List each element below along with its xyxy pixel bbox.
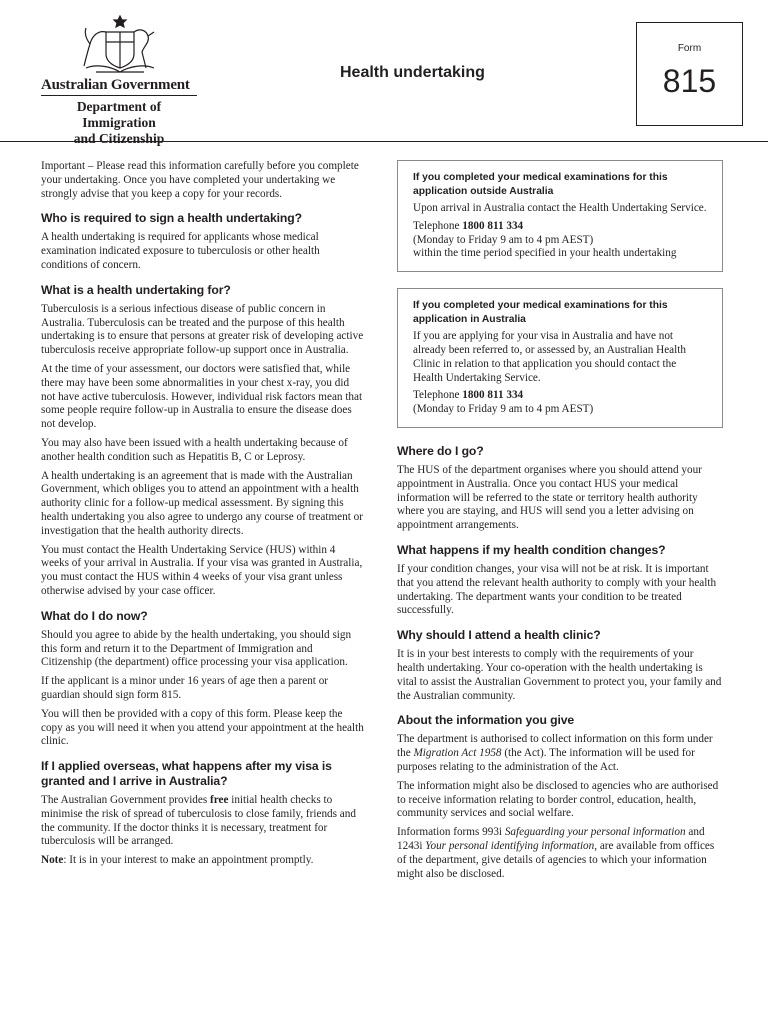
what-for-paragraph-2: At the time of your assessment, our doctors were satisfied that, while there may have been some abnormalities in your chest x-ray, you did not have active tuberculosis. However, individual risk factors mean that some people require follow-up in Australia to ensure the disease does not develop. xyxy=(41,362,363,431)
coat-of-arms-icon xyxy=(76,14,164,76)
migration-act-title: Migration Act 1958 xyxy=(413,747,502,760)
information-paragraph-2: The information might also be disclosed to agencies who are authorised to receive information relating to border control, education, health, community services and social welfare. xyxy=(397,779,719,820)
information-forms-text-b: and 1243i xyxy=(397,826,705,852)
intro-paragraph: Important – Please read this information carefully before you complete your undertaking. Once you have completed your undertaking we strongly advise that you keep a copy for your records. xyxy=(41,160,359,200)
information-forms-text-a: Information forms 993i xyxy=(397,826,505,839)
what-for-paragraph-4: A health undertaking is an agreement that is made with the Australian Government, which obliges you to attend an appointment with a health authority clinic for a follow-up medical assessment. By signing this health undertaking you also agree to undergo any course of treatment or investigation that the health authority directs. xyxy=(41,469,363,537)
what-for-paragraph-1: Tuberculosis is a serious infectious disease of public concern in Australia. Tuberculosis can be treated and the purpose of this health undertaking is to ensure that persons at greater risk of developing active tuberculosis receive appropriate follow-up support once in Australia. xyxy=(41,302,364,357)
what-now-paragraph-3: You will then be provided with a copy of this form. Please keep the copy as you will need it when you attend your appointment at the health clinic. xyxy=(41,707,364,748)
overseas-text-b: initial health checks to minimise the risk of spread of tuberculosis to close family, friends and the community. If the doctor thinks it is necessary, treatment for tuberculosis will be arranged. xyxy=(41,794,356,848)
telephone-line xyxy=(413,389,708,417)
page-header xyxy=(0,0,768,146)
telephone-label: Telephone xyxy=(413,389,463,402)
department-name xyxy=(41,99,197,147)
header-divider xyxy=(0,141,768,142)
section-heading-information: About the information you give xyxy=(397,713,575,728)
telephone-number: 1800 811 334 xyxy=(462,389,524,402)
information-paragraph-1 xyxy=(397,733,723,774)
telephone-number: 1800 811 334 xyxy=(462,219,524,232)
overseas-paragraph xyxy=(41,794,366,849)
info-box-paragraph: Upon arrival in Australia contact the Health Undertaking Service. xyxy=(413,202,707,214)
section-heading-changes: What happens if my health condition changes? xyxy=(397,542,666,557)
government-name: Australian Government xyxy=(41,77,190,93)
form-number: 815 xyxy=(662,63,717,99)
what-now-paragraph-2: If the applicant is a minor under 16 years of age then a parent or guardian should sign form 815. xyxy=(41,675,329,701)
information-paragraph-3 xyxy=(397,826,723,881)
section-heading-who: Who is required to sign a health undertaking? xyxy=(41,211,302,226)
form-1243i-title: Your personal identifying information xyxy=(425,839,595,852)
clinic-paragraph: It is in your best interests to comply with the requirements of your health undertaking. Your co-operation with the health undertaking is vital to assist the Australian Government to protect you, your family and the Australian community. xyxy=(397,648,722,702)
info-box-heading: If you completed your medical examinations for this application in Australia xyxy=(413,300,668,325)
info-box-outside-australia xyxy=(397,160,723,272)
form-label: Form xyxy=(677,43,702,54)
info-box-heading: If you completed your medical examinations for this application outside Australia xyxy=(413,172,668,197)
section-heading-what-for: What is a health undertaking for? xyxy=(41,282,231,297)
department-line-2: and Citizenship xyxy=(73,131,165,146)
logo-divider xyxy=(41,95,197,96)
what-now-paragraph-1: Should you agree to abide by the health undertaking, you should sign this form and return it to the Department of Immigration and Citizenship (the department) office processing your visa application. xyxy=(41,628,352,669)
note-paragraph xyxy=(41,854,366,868)
note-text: : It is in your interest to make an appointment promptly. xyxy=(63,854,314,867)
section-heading-what-now: What do I do now? xyxy=(41,608,148,623)
telephone-hours: (Monday to Friday 9 am to 4 pm AEST) xyxy=(413,403,594,416)
overseas-text-bold: free xyxy=(210,794,229,807)
form-993i-title: Safeguarding your personal information xyxy=(504,826,686,839)
telephone-hours: (Monday to Friday 9 am to 4 pm AEST) xyxy=(413,233,594,246)
what-for-paragraph-5: You must contact the Health Undertaking Service (HUS) within 4 weeks of your arrival in Australia. If your visa was granted in Australia, you must contact the HUS within 4 weeks of your visa grant unless otherwise advised by your case officer. xyxy=(41,543,363,597)
section-heading-overseas: If I applied overseas, what happens after my visa is granted and I arrive in Australia? xyxy=(41,759,332,789)
time-period-text: within the time period specified in your health undertaking xyxy=(413,247,677,260)
where-paragraph: The HUS of the department organises where you should attend your appointment in Australia. Once you contact HUS your medical information will be referred to the state or territory health authority where you are staying, and HUS will send you a letter advising on appointment arrangements. xyxy=(397,463,702,532)
telephone-line xyxy=(413,220,708,261)
right-column xyxy=(397,160,723,886)
information-text-b: (the Act). The information will be used for purposes relating to the administration of the Act. xyxy=(397,747,695,773)
section-heading-where: Where do I go? xyxy=(397,443,484,458)
note-label: Note xyxy=(41,854,64,867)
info-box-in-australia xyxy=(397,288,723,428)
changes-paragraph: If your condition changes, your visa will not be at risk. It is important that you attend the relevant health authority to comply with your health undertaking. The department wants your condition to be treated successfully. xyxy=(397,562,717,617)
information-forms-text-c: , are available from offices of the department, give details of agencies to which your information might also be disclosed. xyxy=(397,839,715,880)
telephone-label: Telephone xyxy=(413,219,463,232)
info-box-paragraph: If you are applying for your visa in Australia and have not already been referred to, or assessed by, an Australian Health Clinic in relation to that application you should contact the Health Undertaking Service. xyxy=(413,330,686,384)
department-line-1: Department of Immigration xyxy=(76,99,162,130)
what-for-paragraph-3: You may also have been issued with a health undertaking because of another health condition such as Hepatitis B, C or Leprosy. xyxy=(41,436,348,463)
who-paragraph: A health undertaking is required for applicants whose medical examination indicated exposure to tuberculosis or other health conditions of concern. xyxy=(41,231,320,271)
information-text-a: The department is authorised to collect information on this form under the xyxy=(397,733,713,760)
form-number-box xyxy=(636,22,743,126)
overseas-text-a: The Australian Government provides xyxy=(41,794,211,807)
page-title: Health undertaking xyxy=(340,64,485,81)
left-column xyxy=(41,160,366,873)
section-heading-clinic: Why should I attend a health clinic? xyxy=(397,628,601,643)
